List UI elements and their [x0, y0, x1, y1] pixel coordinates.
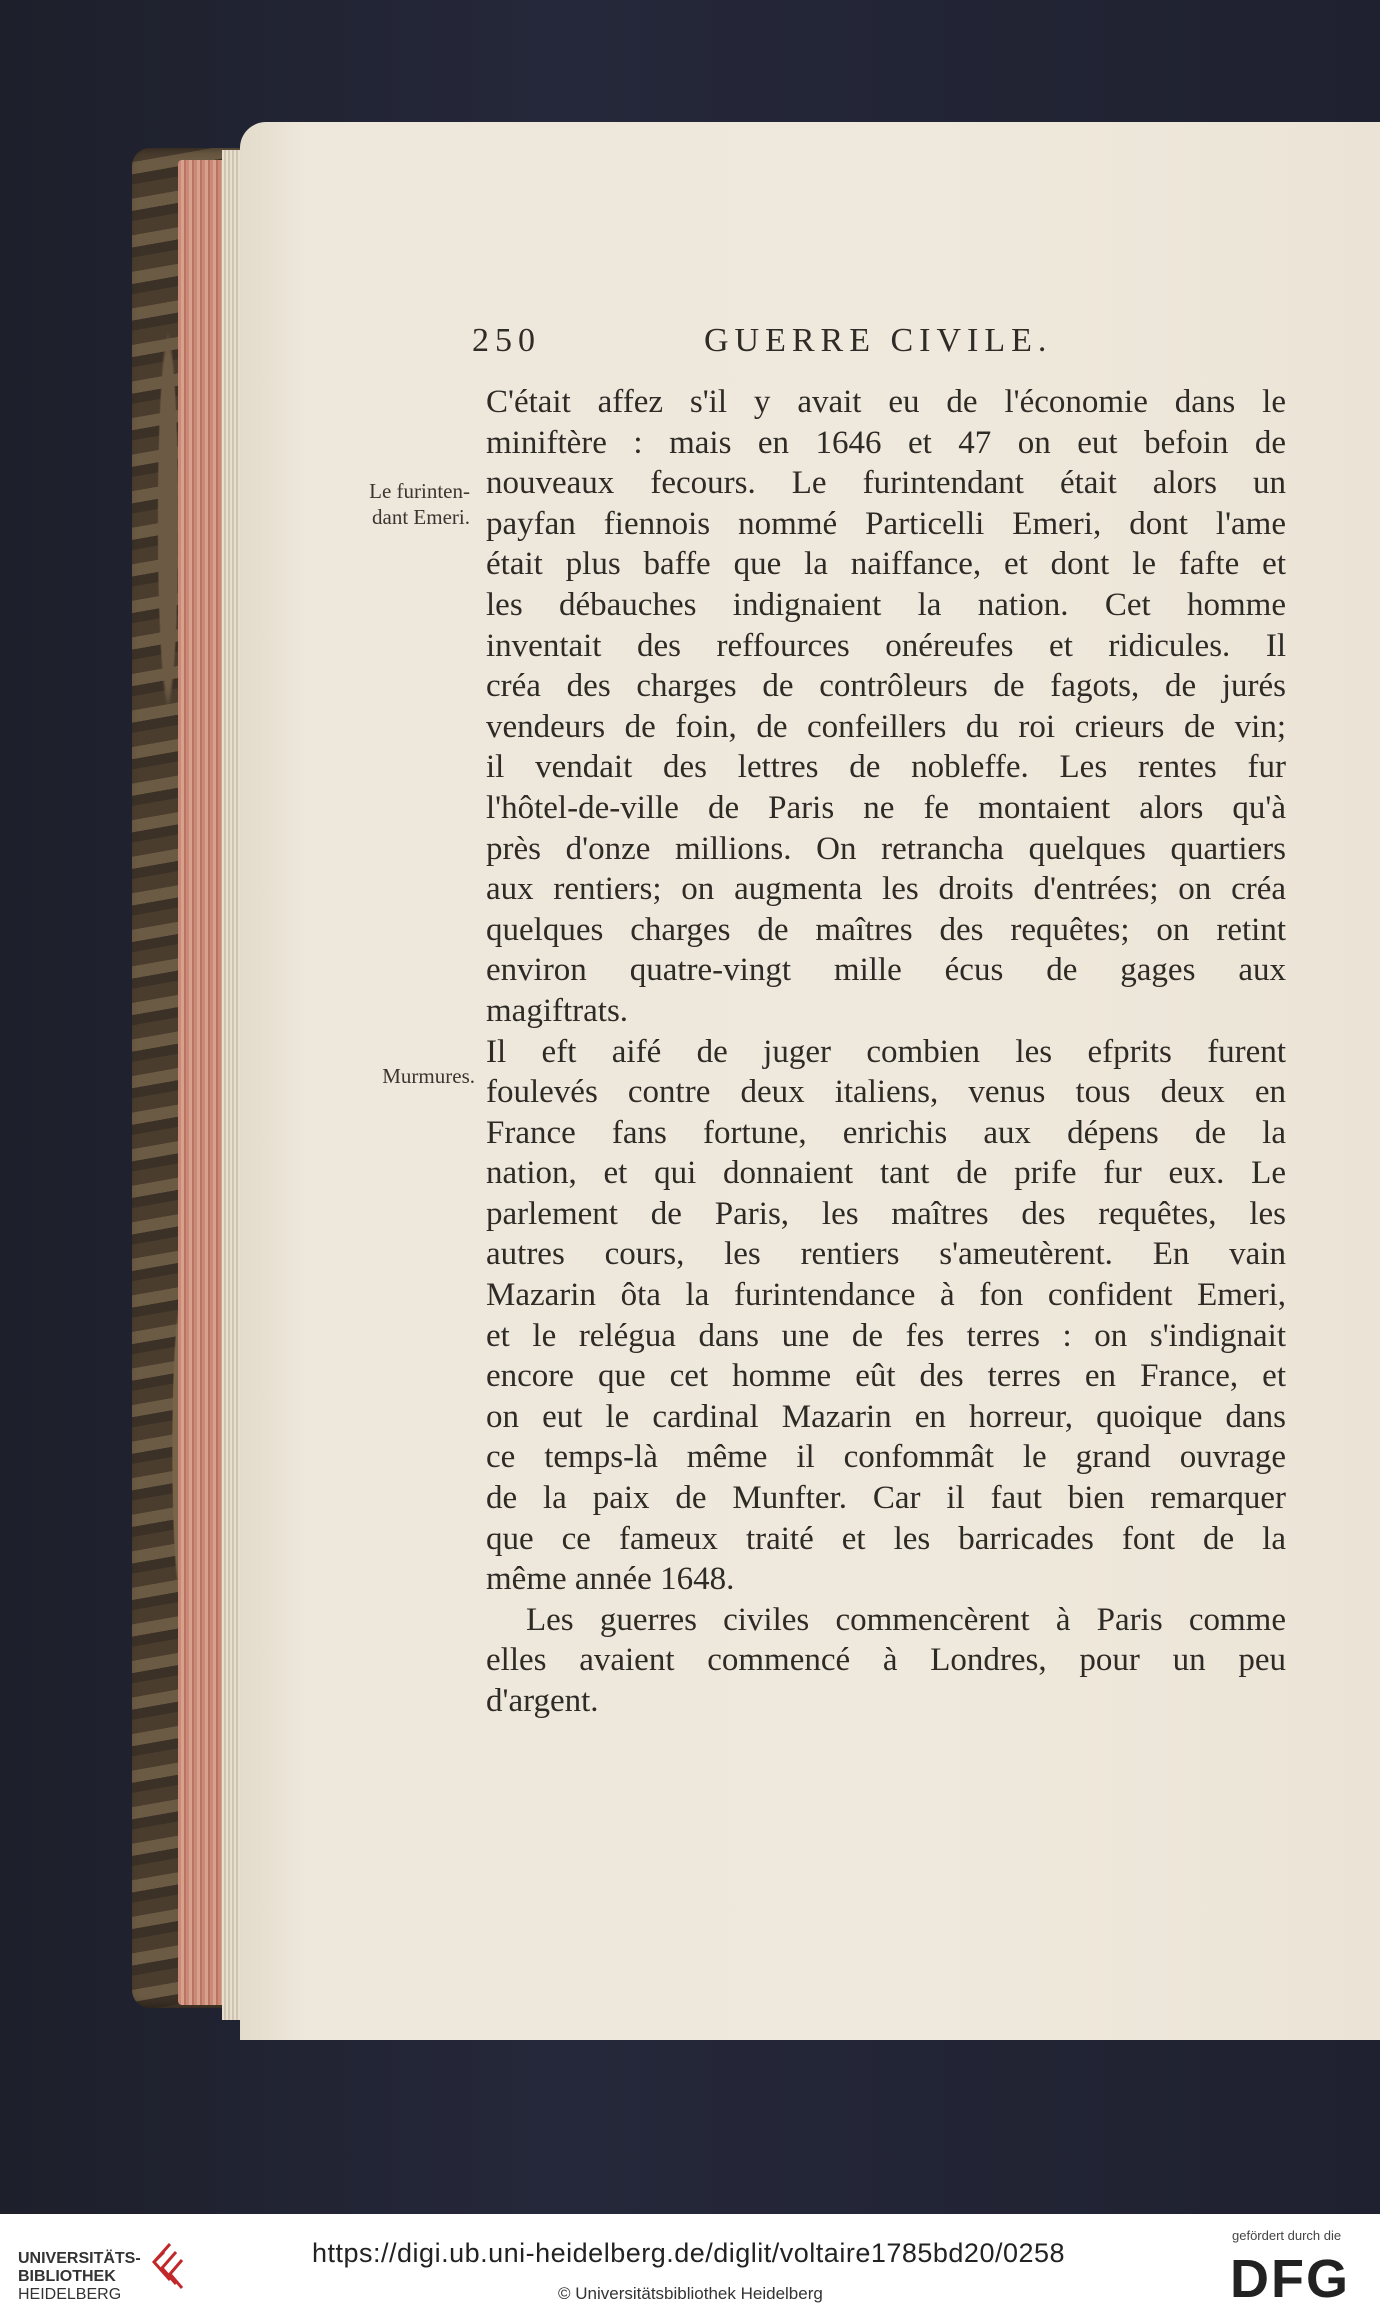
text-line: encore que cet homme eût des terres en France, et	[486, 1358, 1286, 1395]
margin-note-line: dant Emeri.	[372, 505, 470, 529]
permalink-url[interactable]: https://digi.ub.uni-heidelberg.de/diglit/voltaire1785bd20/0258	[312, 2238, 1066, 2268]
text-line: inventait des reffources onéreufes et ridicules. Il	[486, 627, 1286, 664]
text-line: nation, et qui donnaient tant de prife fur eux. Le	[486, 1155, 1286, 1192]
text-line: C'était affez s'il y avait eu de l'économie dans le	[486, 384, 1286, 420]
text-line: nouveaux fecours. Le furintendant était alors un	[486, 465, 1286, 502]
text-line: près d'onze millions. On retrancha quelques quartiers	[486, 830, 1286, 867]
text-line: miniftère : mais en 1646 et 47 on eut befoin de	[486, 424, 1286, 461]
text-line: que ce fameux traité et les barricades font de la	[486, 1520, 1286, 1557]
margin-note-line: Murmures.	[382, 1064, 475, 1088]
text-line: de la paix de Munfter. Car il faut bien remarquer	[486, 1480, 1286, 1517]
text-line: environ quatre-vingt mille écus de gages aux	[486, 952, 1286, 989]
library-name-line: BIBLIOTHEK	[18, 2268, 116, 2285]
text-line: aux rentiers; on augmenta les droits d'entrées; on créa	[486, 871, 1286, 908]
text-line: quelques charges de maîtres des requêtes; on retint	[486, 911, 1286, 948]
text-line: elles avaient commencé à Londres, pour un peu	[486, 1642, 1286, 1679]
text-line: était plus baffe que la naiffance, et dont le fafte et	[486, 546, 1286, 583]
text-line: on eut le cardinal Mazarin en horreur, quoique dans	[486, 1398, 1286, 1435]
funding-note: gefördert durch die	[1232, 2228, 1342, 2243]
text-line: même année 1648.	[486, 1561, 735, 1598]
page-number: 250	[472, 322, 541, 359]
text-line: magiftrats.	[486, 992, 629, 1029]
text-line: l'hôtel-de-ville de Paris ne fe montaient alors qu'à	[486, 789, 1286, 826]
body-text	[486, 382, 1286, 1722]
margin-note-surintendant	[330, 478, 470, 530]
text-line: créa des charges de contrôleurs de fagots, de jurés	[486, 668, 1286, 705]
text-line: Il eft aifé de juger combien les efprits furent	[486, 1033, 1286, 1070]
text-line: France fans fortune, enrichis aux dépens de la	[486, 1114, 1286, 1151]
copyright-text: © Universitätsbibliothek Heidelberg	[558, 2284, 823, 2303]
text-line: Mazarin ôta la furintendance à fon confident Emeri,	[486, 1277, 1286, 1314]
library-name-line: UNIVERSITÄTS-	[18, 2250, 141, 2267]
text-line: ce temps-là même il confommât le grand ouvrage	[486, 1439, 1286, 1476]
library-name-line: HEIDELBERG	[18, 2286, 122, 2303]
text-line: d'argent.	[486, 1683, 599, 1719]
margin-note-murmures	[330, 1063, 475, 1089]
text-line: parlement de Paris, les maîtres des requêtes, les	[486, 1195, 1286, 1232]
viewer-footer	[0, 2214, 1380, 2314]
text-line: autres cours, les rentiers s'ameutèrent. En vain	[486, 1236, 1286, 1273]
text-line: payfan fiennois nommé Particelli Emeri, dont l'ame	[486, 505, 1286, 542]
text-line: Les guerres civiles commencèrent à Paris comme	[526, 1601, 1286, 1638]
text-line: les débauches indignaient la nation. Cet homme	[486, 586, 1286, 623]
library-mark-icon	[150, 2240, 186, 2294]
dfg-logo[interactable]: DFG	[1230, 2249, 1350, 2309]
text-line: vendeurs de foin, de confeillers du roi crieurs de vin;	[486, 708, 1286, 745]
text-line: et le relégua dans une de fes terres : on s'indignait	[486, 1317, 1286, 1354]
running-title: GUERRE CIVILE.	[704, 322, 1053, 359]
text-line: foulevés contre deux italiens, venus tous deux en	[486, 1074, 1286, 1111]
running-header	[472, 322, 1302, 372]
text-line: il vendait des lettres de nobleffe. Les rentes fur	[486, 749, 1286, 786]
margin-note-line: Le furinten-	[369, 479, 470, 503]
